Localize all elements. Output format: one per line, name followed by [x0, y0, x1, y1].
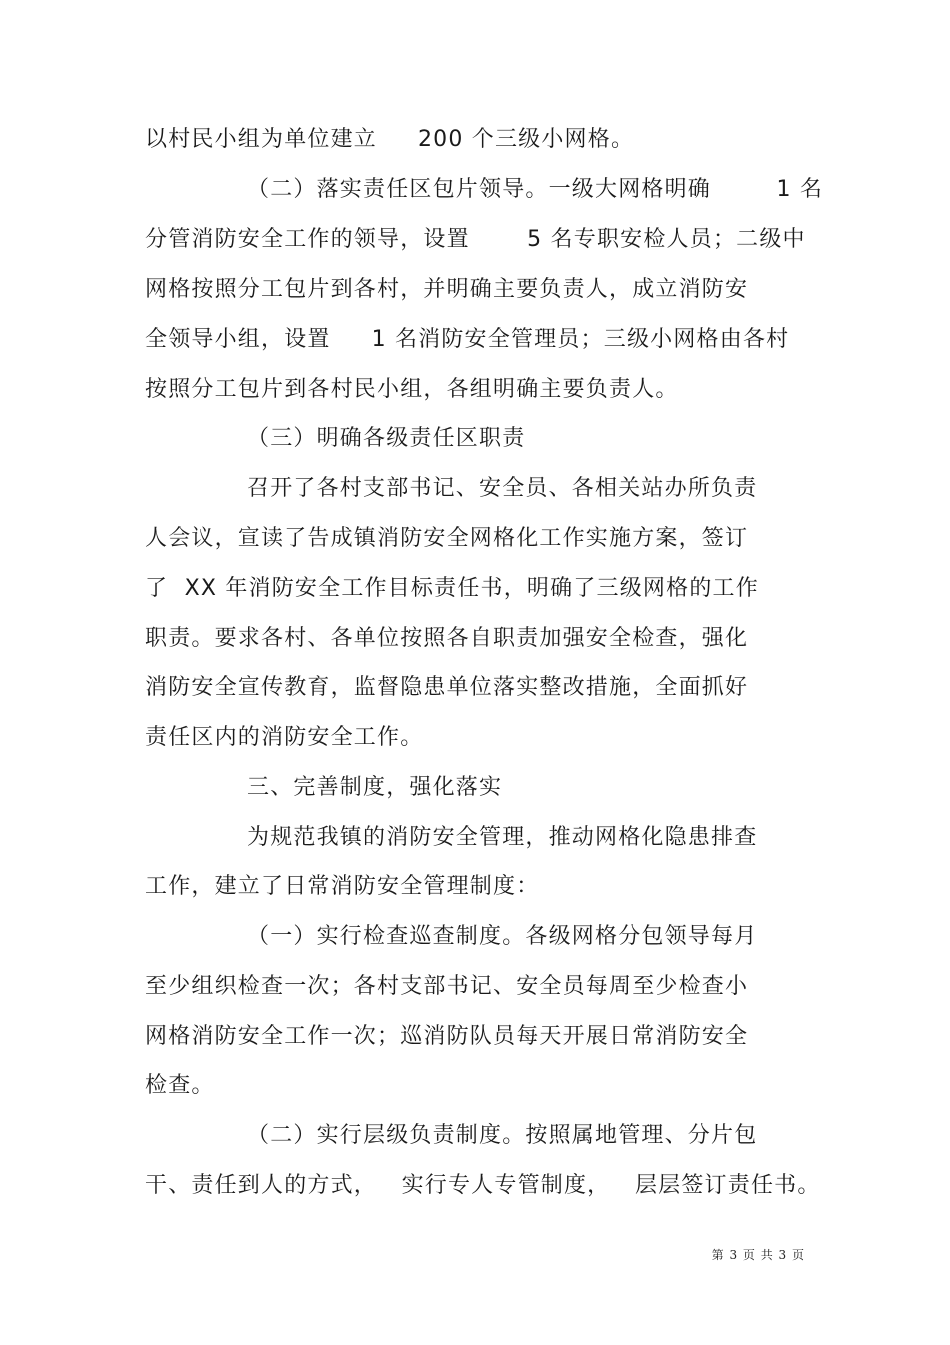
- text-line: 至少组织检查一次；各村支部书记、安全员每周至少检查小: [145, 974, 749, 999]
- text-line: 召开了各村支部书记、安全员、各相关站办所负责: [247, 476, 758, 501]
- section-heading: （三）明确各级责任区职责: [247, 426, 526, 451]
- text-line: 工作，建立了日常消防安全管理制度：: [145, 874, 540, 899]
- text-line: 人会议，宣读了告成镇消防安全网格化工作实施方案，签订: [145, 526, 749, 551]
- section-heading: 三、完善制度，强化落实: [247, 775, 503, 800]
- text-line: 分管消防安全工作的领导，设置 5 名专职安检人员；二级中: [145, 227, 806, 252]
- text-line: 职责。要求各村、各单位按照各自职责加强安全检查，强化: [145, 626, 749, 651]
- text-line: 消防安全宣传教育，监督隐患单位落实整改措施，全面抓好: [145, 675, 749, 700]
- text-line: 网格消防安全工作一次；巡消防队员每天开展日常消防安全: [145, 1024, 749, 1049]
- text-line: （二）实行层级负责制度。按照属地管理、分片包: [247, 1123, 758, 1148]
- text-line: 为规范我镇的消防安全管理，推动网格化隐患排查: [247, 825, 758, 850]
- text-line: 责任区内的消防安全工作。: [145, 725, 424, 750]
- text-line: 了 XX 年消防安全工作目标责任书，明确了三级网格的工作: [145, 576, 759, 601]
- text-line: 检查。: [145, 1073, 215, 1098]
- text-line: 全领导小组，设置 1 名消防安全管理员；三级小网格由各村: [145, 327, 790, 352]
- text-line: 网格按照分工包片到各村，并明确主要负责人，成立消防安: [145, 277, 749, 302]
- page-number-footer: 第 3 页 共 3 页: [711, 1248, 805, 1262]
- text-line: （一）实行检查巡查制度。各级网格分包领导每月: [247, 924, 758, 949]
- text-line: 按照分工包片到各村民小组，各组明确主要负责人。: [145, 377, 679, 402]
- text-line: （二）落实责任区包片领导。一级大网格明确 1 名: [247, 177, 824, 202]
- text-line: 干、责任到人的方式， 实行专人专管制度， 层层签订责任书。: [145, 1173, 821, 1198]
- text-line: 以村民小组为单位建立 200 个三级小网格。: [145, 127, 635, 152]
